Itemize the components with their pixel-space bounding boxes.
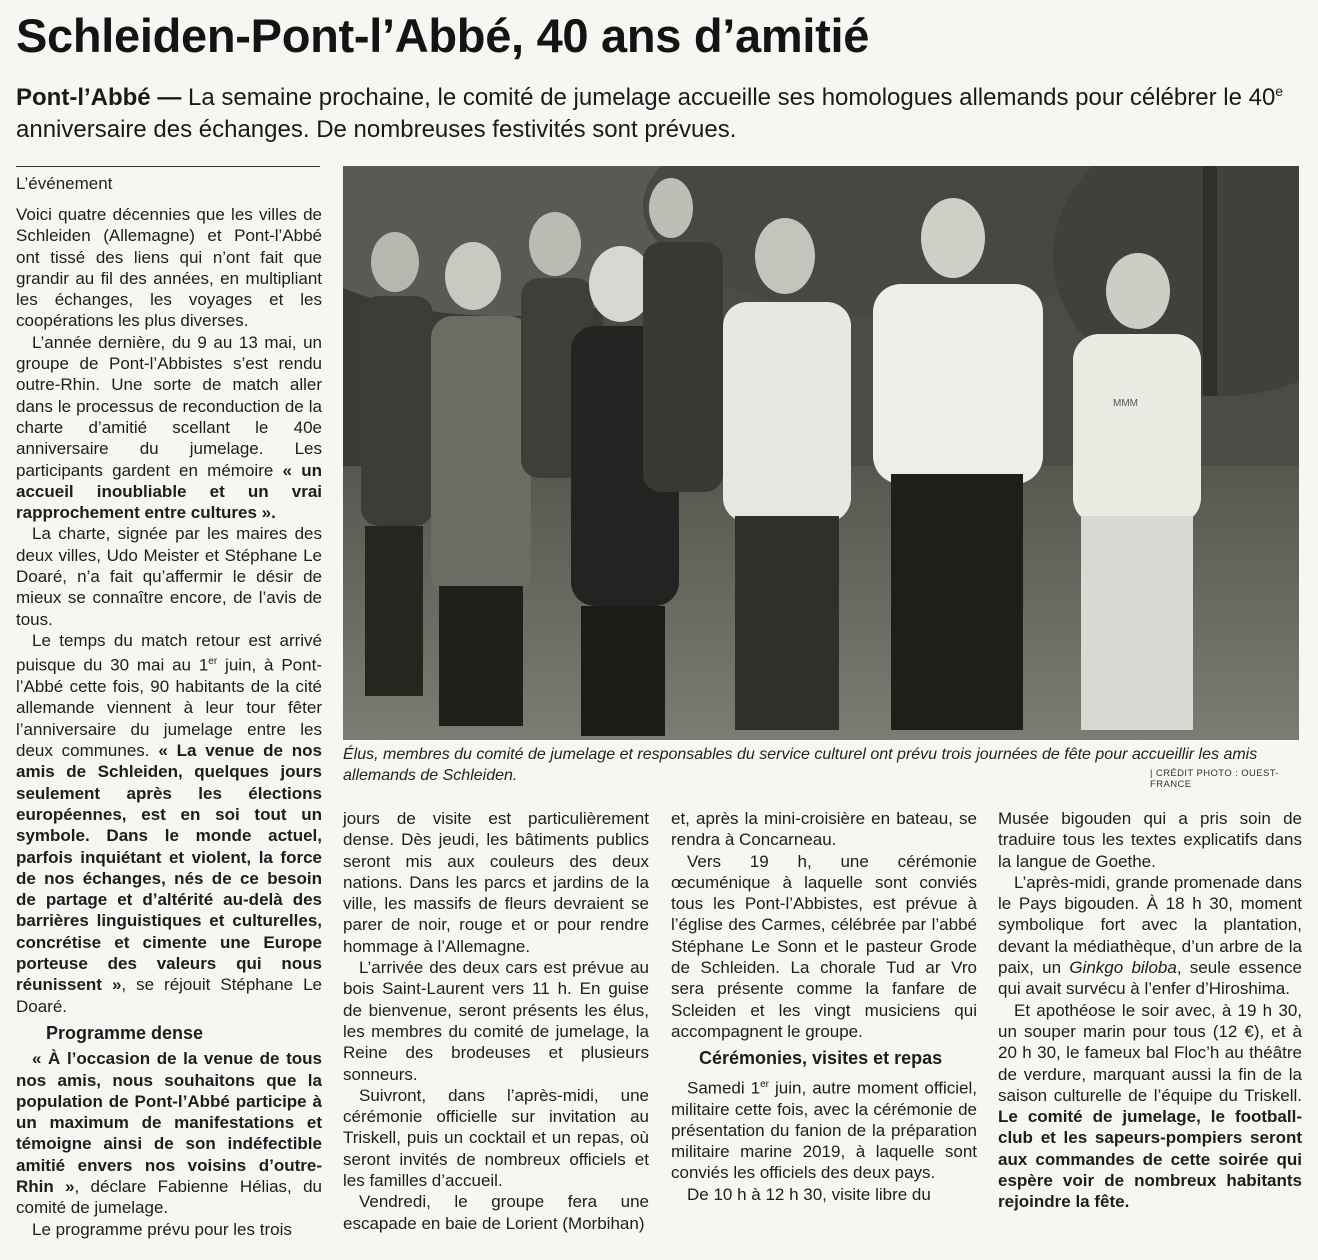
paragraph	[998, 1000, 1302, 1213]
column-2	[343, 808, 649, 1234]
paragraph-text: , se réjouit Stéphane Le Doaré.	[16, 975, 322, 1016]
paragraph: Vers 19 h, une cérémonie œcuménique à laquelle sont conviés tous les Pont-l’Abbistes, est prévue à l’église des Carmes, célébrée par l’abbé Stéphane Le Sonn et le pasteur Grode de Schleiden. La chorale Tud ar Vro sera présente comme la fanfare de Scleiden et les vingt musiciens qui accompagnent le groupe.	[671, 851, 977, 1041]
paragraph: De 10 h à 12 h 30, visite libre du	[687, 1184, 931, 1204]
quote-bold: « À l’occasion de la venue de tous nos amis, nous souhaitons que la population de Pont-l’Abbé participe à un maximum de manifestations et témoigne ainsi de son indéfectible amitié envers nos voisins d’outre-Rhin »	[16, 1049, 322, 1197]
italic-term: Ginkgo biloba	[1069, 958, 1177, 978]
paragraph: Le programme prévu pour les trois	[32, 1219, 292, 1239]
paragraph: Musée bigouden qui a pris soin de traduire tous les textes explicatifs dans la langue de Goethe.	[998, 809, 1302, 871]
paragraph	[671, 1074, 977, 1184]
column-3	[671, 808, 977, 1205]
paragraph-text: Et apothéose le soir avec, à 19 h 30, un souper marin pour tous (12 €), et à 20 h 30, le fameux bal Floc’h au théâtre de verdure, marquant aussi la fin de la saison culturelle de l’équipe du Triskell.	[998, 1000, 1302, 1105]
group-photo-illustration	[343, 166, 1299, 740]
section-rule	[16, 166, 320, 167]
photo-credit	[1150, 768, 1318, 790]
standfirst-text-a: La semaine prochaine, le comité de jumelage accueille ses homologues allemands pour célébrer le 40	[181, 84, 1276, 111]
paragraph-text: , déclare Fabienne Hélias, du comité de jumelage.	[16, 1177, 322, 1218]
paragraph	[16, 630, 322, 1017]
paragraph-text: juin, autre moment officiel, militaire cette fois, avec la cérémonie de présentation du fanion de la préparation militaire marine 2019, à laquelle sont conviés les officiels des deux pays.	[671, 1078, 977, 1183]
headline: Schleiden-Pont-l’Abbé, 40 ans d’amitié	[16, 9, 870, 62]
bold-text: Le comité de jumelage, le football-club et les sapeurs-pompiers seront aux commandes de cette soirée qui espère voir de nombreux habitants rejoindre la fête.	[998, 1107, 1302, 1212]
paragraph: jours de visite est particulièrement dense. Dès jeudi, les bâtiments publics seront mis aux couleurs des deux nations. Dans les parcs et jardins de la ville, les massifs de fleurs devraient se parer de noir, rouge et or pour rendre hommage à l’Allemagne.	[343, 809, 649, 956]
standfirst-text-b: anniversaire des échanges. De nombreuses festivités sont prévues.	[16, 116, 737, 143]
quote-bold: « un accueil inoubliable et un vrai rapprochement entre cultures ».	[16, 460, 322, 523]
paragraph-text: , seule essence qui avait survécu à l’enfer d’Hiroshima.	[998, 958, 1302, 999]
superscript: er	[760, 1078, 770, 1090]
subheading: Cérémonies, visites et repas	[699, 1048, 943, 1069]
paragraph: Vendredi, le groupe fera une escapade en baie de Lorient (Morbihan)	[343, 1192, 649, 1233]
photo-caption: Élus, membres du comité de jumelage et responsables du service culturel ont prévu trois journées de fête pour accueillir les amis allemands de Schleiden.	[343, 746, 1258, 784]
credit-text: CRÉDIT PHOTO : OUEST-FRANCE	[1150, 768, 1279, 790]
paragraph	[998, 872, 1302, 1000]
paragraph: L’arrivée des deux cars est prévue au bois Saint-Laurent vers 11 h. En guise de bienvenue, seront présents les élus, les membres du comité de jumelage, la Reine des brodeuses et plusieurs sonneurs.	[343, 958, 649, 1084]
credit-separator: |	[1150, 768, 1153, 779]
superscript: er	[208, 656, 218, 668]
paragraph: La charte, signée par les maires des deux villes, Udo Meister et Stéphane Le Doaré, n’a fait qu’affermir le désir de mieux se connaître encore, de l’avis de tous.	[16, 524, 322, 629]
column-1	[16, 204, 322, 1240]
group-photo	[343, 166, 1299, 740]
subheading: Programme dense	[46, 1022, 204, 1043]
paragraph-text: juin, à Pont-l’Abbé cette fois, 90 habitants de la cité allemande viennent à leur tour fêter l’anniversaire du jumelage entre les deux communes.	[16, 655, 322, 761]
quote-bold: « La venue de nos amis de Schleiden, quelques jours seulement après les élections européennes, est en soi tout un symbole. Dans le monde actuel, parfois inquiétant et violent, la force de nos échanges, nés de ce besoin de partage et d’altérité au-delà des barrières linguistiques et culturelles, concrétise et cimente une Europe porteuse des valeurs qui nous réunissent »	[16, 741, 322, 995]
paragraph: Suivront, dans l’après-midi, une cérémonie officielle sur invitation au Triskell, puis un cocktail et un repas, où seront invités de nombreux officiels et les familles d’accueil.	[343, 1085, 649, 1191]
paragraph-text: Le temps du match retour est arrivé puisque du 30 mai au 1	[16, 630, 322, 675]
paragraph	[16, 1048, 322, 1218]
paragraph	[16, 332, 322, 524]
section-kicker: L’événement	[16, 174, 113, 193]
person	[361, 232, 433, 696]
standfirst-dateline: Pont-l’Abbé —	[16, 84, 182, 111]
standfirst	[16, 75, 1306, 146]
paragraph: et, après la mini-croisière en bateau, se rendra à Concarneau.	[671, 809, 977, 850]
paragraph: Voici quatre décennies que les villes de Schleiden (Allemagne) et Pont-l’Abbé ont tissé des liens qui n’ont fait que grandir au fil des années, en multipliant les échanges, les voyages et les coopérations les plus diverses.	[16, 205, 322, 331]
paragraph-text: L’année dernière, du 9 au 13 mai, un groupe de Pont-l’Abbistes s’est rendu outre-Rhin. Une sorte de match aller dans le processus de reconduction de la charte d’amitié scellant le 40e anniversaire du jumelage. Les participants gardent en mémoire	[16, 332, 322, 480]
paragraph-text: Samedi 1	[687, 1078, 761, 1098]
paragraph-text: L’après-midi, grande promenade dans le Pays bigouden. À 18 h 30, moment symbolique fort avec la plantation, devant la médiathèque, d’un arbre de la paix, un	[998, 872, 1302, 978]
column-4	[998, 808, 1302, 1213]
standfirst-superscript: e	[1275, 83, 1284, 99]
shirt-print: MMM	[1113, 398, 1138, 409]
